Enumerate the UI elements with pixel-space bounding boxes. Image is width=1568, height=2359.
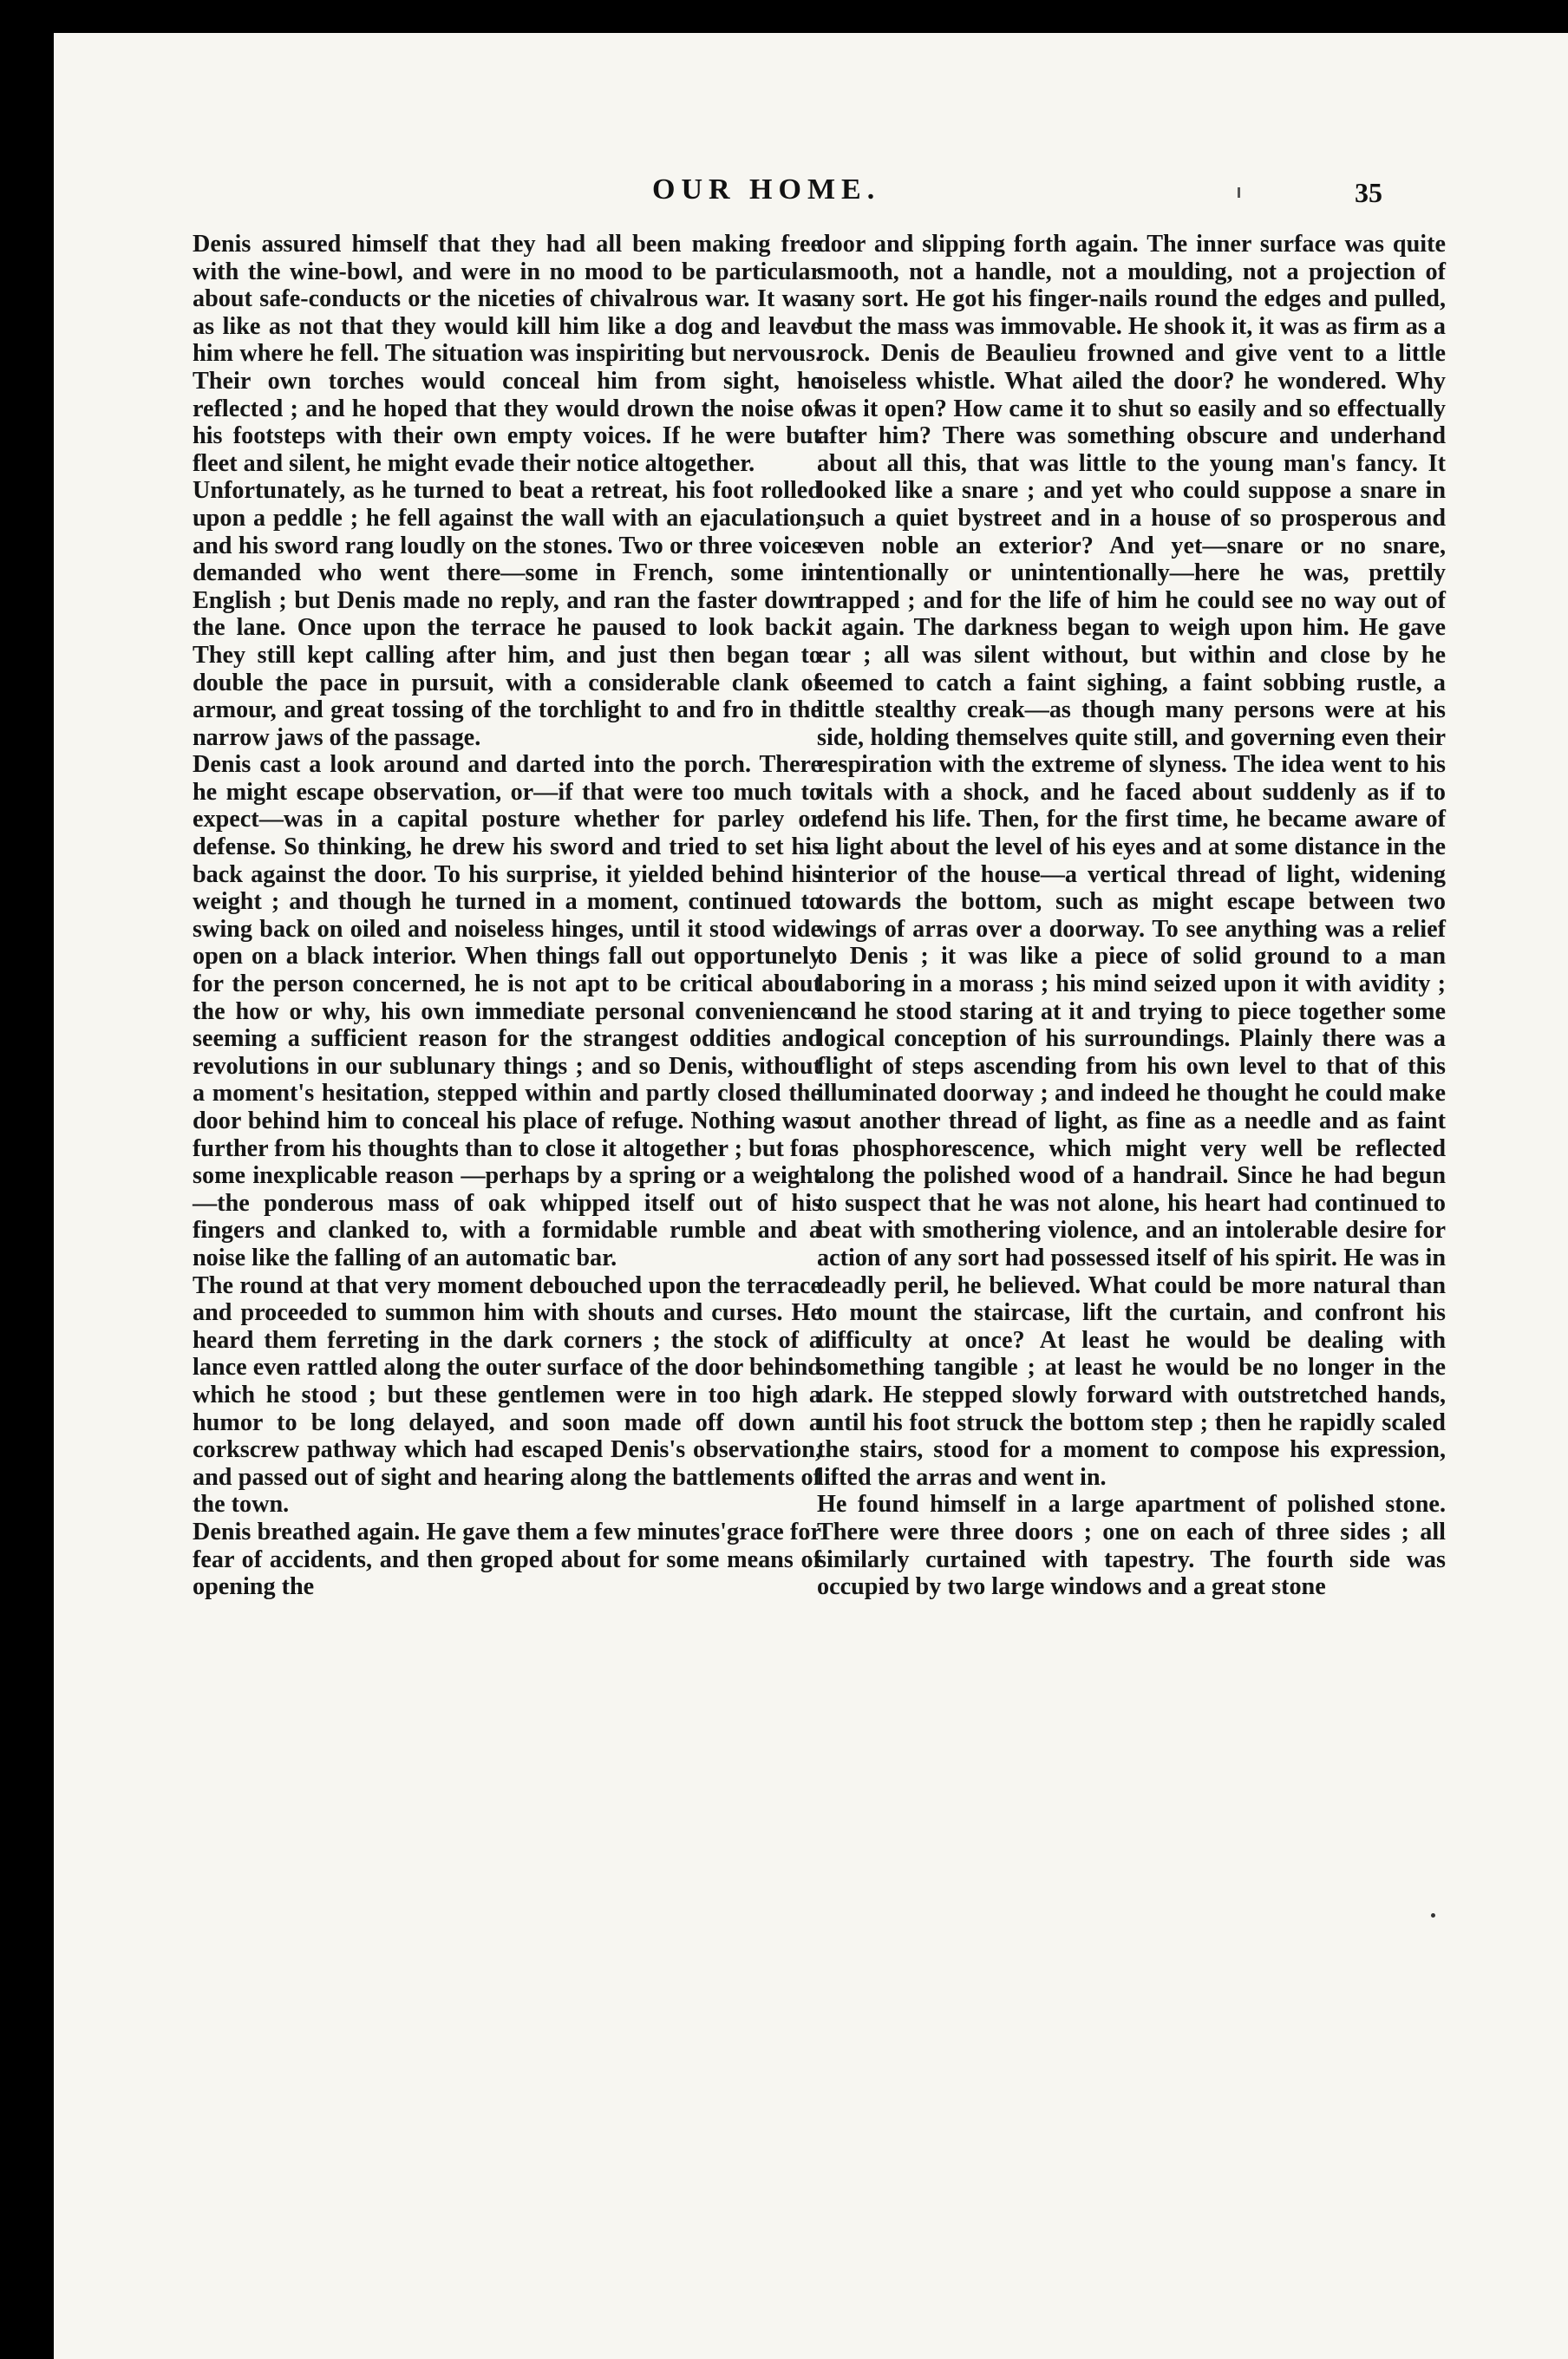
page-number: 35 [1355,177,1382,208]
text-column-right [817,231,1446,1601]
book-page [54,33,1568,2359]
paragraph: Denis breathed again. He gave them a few minutes'grace for fear of accidents, and then groped about for some means of opening the [193,1518,821,1601]
paragraph: He found himself in a large apartment of polished stone. There were three doors ; one on each of three sides ; all similarly curtained with tapestry. The fourth side was occupied by two large windows and a great stone [817,1491,1446,1601]
text-column-left [193,231,821,1601]
paragraph: Denis cast a look around and darted into the porch. There he might escape observation, or—if that were too much to expect—was in a capital posture whether for parley or defense. So thinking, he drew his sword and tried to set his back against the door. To his surprise, it yielded behind his weight ; and though he turned in a moment, continued to swing back on oiled and noiseless hinges, until it stood wide open on a black interior. When things fall out opportunely for the person concerned, he is not apt to be critical about the how or why, his own immediate personal convenience seeming a sufficient reason for the strangest oddities and revolutions in our sublunary things ; and so Denis, without a moment's hesitation, stepped within and partly closed the door behind him to conceal his place of refuge. Nothing was further from his thoughts than to close it altogether ; but for some inexplicable reason —perhaps by a spring or a weight—the ponderous mass of oak whipped itself out of his fingers and clanked to, with a formidable rumble and a noise like the falling of an automatic bar. [193,751,821,1271]
paragraph: Denis assured himself that they had all been making free with the wine-bowl, and were in no mood to be particular about safe-conducts or the niceties of chivalrous war. It was as like as not that they would kill him like a dog and leave him where he fell. The situation was inspiriting but nervous. Their own torches would conceal him from sight, he reflected ; and he hoped that they would drown the noise of his footsteps with their own empty voices. If he were but fleet and silent, he might evade their notice altogether. [193,231,821,477]
paragraph: The round at that very moment debouched upon the terrace and proceeded to summon him with shouts and curses. He heard them ferreting in the dark corners ; the stock of a lance even rattled along the outer surface of the door behind which he stood ; but these gentlemen were in too high a humor to be long delayed, and soon made off down a corkscrew pathway which had escaped Denis's observation, and passed out of sight and hearing along the battlements of the town. [193,1271,821,1519]
paragraph: Unfortunately, as he turned to beat a retreat, his foot rolled upon a peddle ; he fell against the wall with an ejaculation, and his sword rang loudly on the stones. Two or three voices demanded who went there—some in French, some in English ; but Denis made no reply, and ran the faster down the lane. Once upon the terrace he paused to look back. They still kept calling after him, and just then began to double the pace in pursuit, with a considerable clank of armour, and great tossing of the torchlight to and fro in the narrow jaws of the passage. [193,477,821,751]
page-header [54,173,1568,225]
scan-speck [1431,1913,1435,1918]
paragraph: door and slipping forth again. The inner surface was quite smooth, not a handle, not a moulding, not a projection of any sort. He got his finger-nails round the edges and pulled, but the mass was immovable. He shook it, it was as firm as a rock. Denis de Beaulieu frowned and give vent to a little noiseless whistle. What ailed the door? he wondered. Why was it open? How came it to shut so easily and so effectually after him? There was something obscure and underhand about all this, that was little to the young man's fancy. It looked like a snare ; and yet who could suppose a snare in such a quiet bystreet and in a house of so prosperous and even noble an exterior? And yet—snare or no snare, intentionally or unintentionally—here he was, prettily trapped ; and for the life of him he could see no way out of it again. The darkness began to weigh upon him. He gave ear ; all was silent without, but within and close by he seemed to catch a faint sighing, a faint sobbing rustle, a little stealthy creak—as though many persons were at his side, holding themselves quite still, and governing even their respiration with the extreme of slyness. The idea went to his vitals with a shock, and he faced about suddenly as if to defend his life. Then, for the first time, he became aware of a light about the level of his eyes and at some distance in the interior of the house—a vertical thread of light, widening towards the bottom, such as might escape between two wings of arras over a doorway. To see anything was a relief to Denis ; it was like a piece of solid ground to a man laboring in a morass ; his mind seized upon it with avidity ; and he stood staring at it and trying to piece together some logical conception of his surroundings. Plainly there was a flight of steps ascending from his own level to that of this illuminated doorway ; and indeed he thought he could make out another thread of light, as fine as a needle and as faint as phosphorescence, which might very well be reflected along the polished wood of a handrail. Since he had begun to suspect that he was not alone, his heart had continued to beat with smothering violence, and an intolerable desire for action of any sort had possessed itself of his spirit. He was in deadly peril, he believed. What could be more natural than to mount the staircase, lift the curtain, and confront his difficulty at once? At least he would be dealing with something tangible ; at least he would be no longer in the dark. He stepped slowly forward with outstretched hands, until his foot struck the bottom step ; then he rapidly scaled the stairs, stood for a moment to compose his expression, lifted the arras and went in. [817,231,1446,1491]
running-title: OUR HOME. [652,173,881,206]
